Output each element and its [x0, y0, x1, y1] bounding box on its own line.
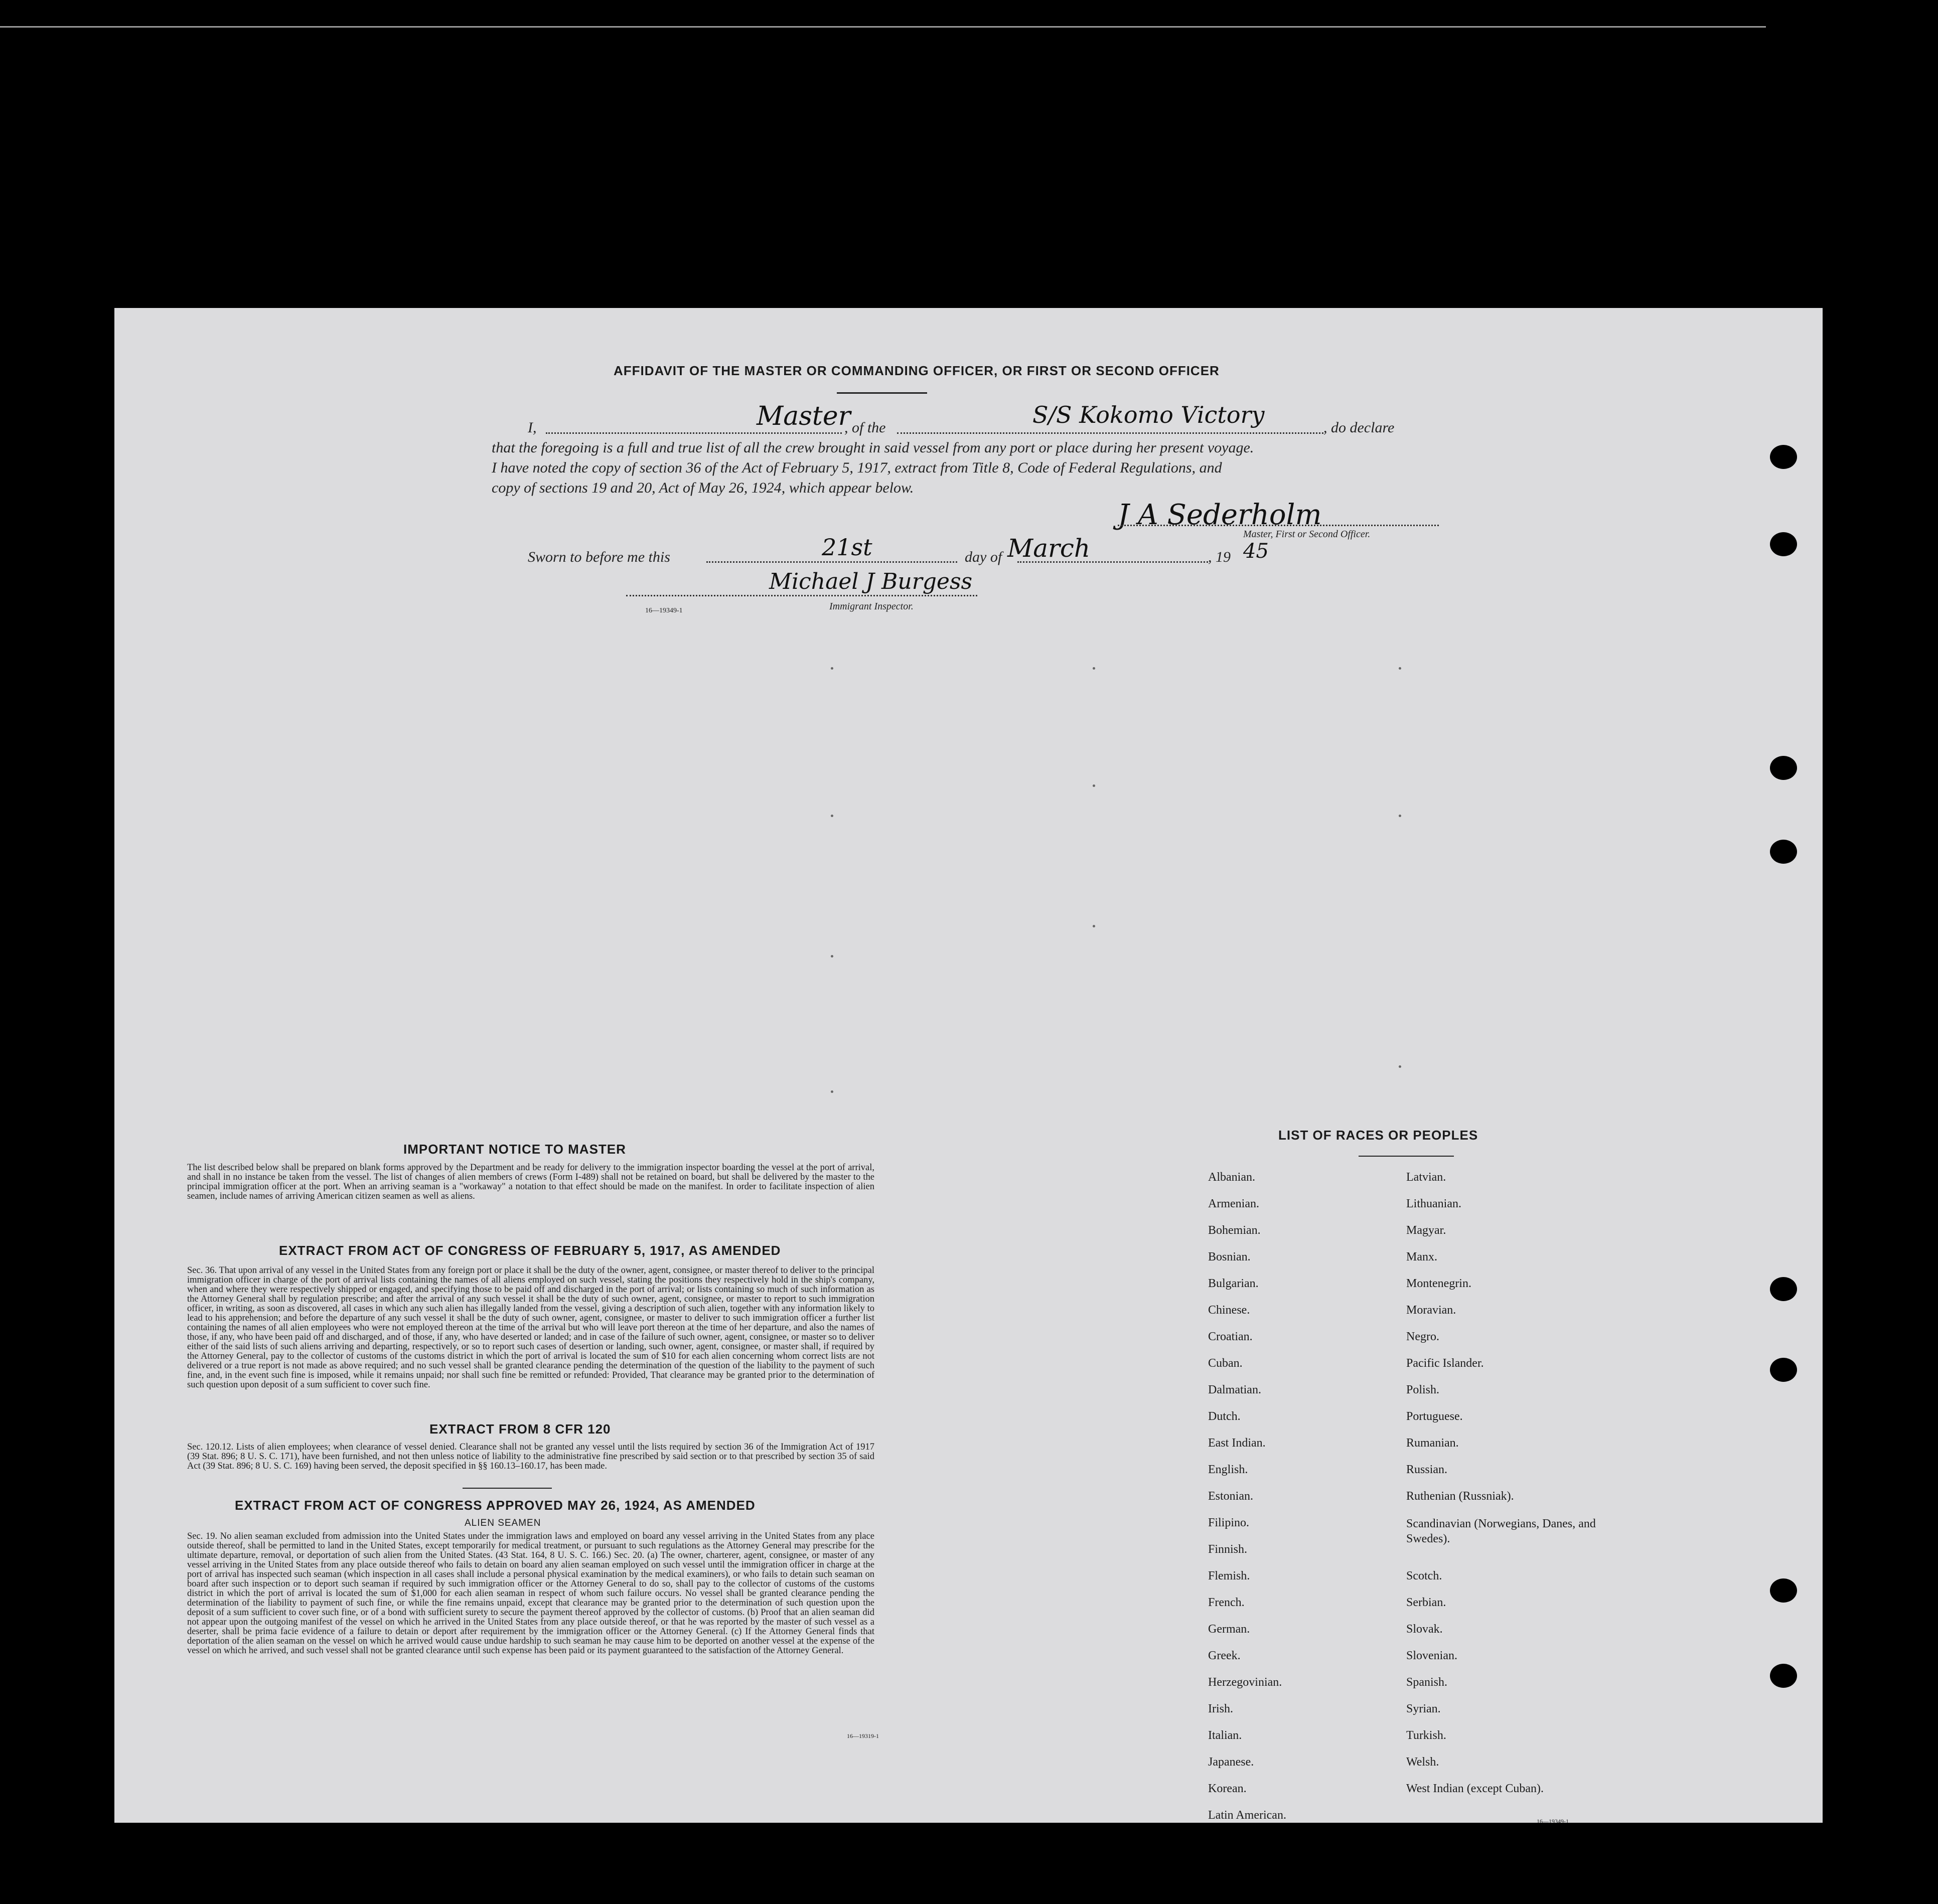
race-item: Manx. [1406, 1250, 1437, 1263]
form-number-right: 16—19349-1 [1537, 1818, 1569, 1823]
race-item: Finnish. [1208, 1543, 1248, 1556]
affidavit-declare: , do declare [1323, 419, 1395, 436]
affidavit-of-the: , of the [844, 419, 886, 436]
affidavit-line3: I have noted the copy of section 36 of the Act of February 5, 1917, extract from Title 8, Code of Federal Regulations, and [492, 459, 1222, 476]
punch-hole [1770, 1578, 1797, 1603]
race-item: Chinese. [1208, 1304, 1250, 1317]
sworn-year: 45 [1243, 540, 1269, 563]
vessel-dotted-line [897, 432, 1323, 434]
column-mark [831, 1090, 833, 1093]
race-item: Negro. [1406, 1330, 1439, 1343]
race-item: Dalmatian. [1208, 1383, 1261, 1396]
column-mark [1093, 784, 1095, 787]
race-item: Estonian. [1208, 1490, 1253, 1503]
master-handwritten: Master [757, 401, 851, 431]
race-item: French. [1208, 1596, 1245, 1609]
affidavit-line2: that the foregoing is a full and true list of all the crew brought in said vessel from any port or place during her present voyage. [492, 439, 1254, 456]
sworn-year-prefix: , 19 [1208, 549, 1231, 565]
races-rule [1359, 1156, 1454, 1157]
section-rule [463, 1488, 552, 1489]
race-item: Croatian. [1208, 1330, 1253, 1343]
extract-1917-title: EXTRACT FROM ACT OF CONGRESS OF FEBRUARY 5, 1917, AS AMENDED [279, 1243, 781, 1258]
sworn-day: 21st [822, 534, 872, 561]
signature-dotted-line [1118, 525, 1439, 526]
race-item: Bulgarian. [1208, 1277, 1259, 1290]
affidavit-line4: copy of sections 19 and 20, Act of May 26, 1924, which appear below. [492, 480, 914, 496]
extract-1917-text: Sec. 36. That upon arrival of any vessel in the United States from any foreign port or place it shall be the duty of the owner, agent, consignee, or master thereof to deliver to the principal immigration officer in charge of the port of arrival lists containing the names of all aliens employed on such vessel, stating the positions they respectively hold in the ship's company, when and where they were respectively shipped or engaged, and specifying those to be paid off and discharged in the port of arrival; or lists containing so much of such information as the Attorney General shall by regulation prescribe; and after the arrival of any such vessel it shall be the duty of such owner, agent, consignee, or master to report to such immigration officer, in writing, as soon as discovered, all cases in which any such alien has illegally landed from the vessel, giving a description of such alien, together with any information likely to lead to his apprehension; and before the departure of any such vessel it shall be the duty of such owner, agent, consignee, or master to deliver to such immigration officer a further list containing the names of all alien employees who were not employed thereon at the time of the arrival but who will leave port thereon at the time of her departure, and also the names of those, if any, who have been paid off and discharged, and of those, if any, who have deserted or landed; and in case of the failure of such owner, agent, consignee, or master so to deliver either of the said lists of such aliens arriving and departing, respectively, or so to report such cases of desertion or landing, such owner, agent, consignee, or master shall, if required by the Attorney General, pay to the collector of customs of the customs district in which the port of arrival is located the sum of $10 for each alien concerning whom correct lists are not delivered or a true report is not made as above required; and no such vessel shall be granted clearance pending the determination of the question of the liability to the payment of such fine, and, in the event such fine is imposed, while it remains unpaid; nor shall such fine be remitted or refunded: Provided, That clearance may be granted prior to the determination of such question upon deposit of a sum sufficient to cover such fine. [187, 1265, 874, 1390]
day-dotted-line [706, 561, 957, 563]
race-item: Dutch. [1208, 1410, 1241, 1423]
race-item: Greek. [1208, 1649, 1241, 1662]
race-item: Korean. [1208, 1782, 1247, 1795]
race-item: Montenegrin. [1406, 1277, 1471, 1290]
race-item: West Indian (except Cuban). [1406, 1782, 1544, 1795]
affidavit-line1-prefix: I, [528, 419, 537, 436]
race-item: Latvian. [1406, 1171, 1446, 1184]
column-mark [1399, 667, 1401, 670]
extract-cfr-text: Sec. 120.12. Lists of alien employees; when clearance of vessel denied. Clearance shall not be granted any vessel until the lists required by section 36 of the Immigration Act of 1917 (39 Stat. 896; 8 U. S. C. 171), have been furnished, and not then unless notice of liability to the administrative fine prescribed by said section or to that prescribed by section 35 of said Act (39 Stat. 896; 8 U. S. C. 169) having been served, the deposit specified in §§ 160.13–160.17, has been made. [187, 1442, 874, 1471]
column-mark [1093, 667, 1095, 670]
extract-1924-title: EXTRACT FROM ACT OF CONGRESS APPROVED MAY 26, 1924, AS AMENDED [235, 1498, 756, 1513]
race-item: English. [1208, 1463, 1248, 1476]
punch-hole [1770, 445, 1797, 469]
race-item: Lithuanian. [1406, 1197, 1461, 1210]
race-item: Latin American. [1208, 1809, 1286, 1822]
punch-hole [1770, 756, 1797, 780]
master-signature: J A Sederholm [1118, 499, 1322, 531]
race-item: Scandinavian (Norwegians, Danes, and Swedes). [1406, 1517, 1596, 1545]
punch-hole [1770, 1358, 1797, 1382]
race-item: Japanese. [1208, 1756, 1254, 1769]
punch-hole [1770, 1277, 1797, 1301]
title-rule [837, 392, 927, 394]
punch-hole [1770, 840, 1797, 864]
sworn-dayof: day of [965, 549, 1002, 565]
race-item: Rumanian. [1406, 1437, 1459, 1450]
column-mark [831, 815, 833, 817]
race-item: Bohemian. [1208, 1224, 1261, 1237]
race-item: Italian. [1208, 1729, 1242, 1742]
column-mark [1093, 925, 1095, 927]
race-item: Armenian. [1208, 1197, 1259, 1210]
sworn-month: March [1007, 534, 1091, 563]
race-item: Albanian. [1208, 1171, 1255, 1184]
column-mark [1399, 815, 1401, 817]
race-item: Herzegovinian. [1208, 1676, 1282, 1689]
race-item: Moravian. [1406, 1304, 1456, 1317]
race-item: Ruthenian (Russniak). [1406, 1490, 1514, 1503]
document-sheet [114, 308, 1823, 1823]
race-item: Spanish. [1406, 1676, 1448, 1689]
name-dotted-line [546, 432, 842, 434]
column-mark [1399, 1065, 1401, 1068]
punch-hole [1770, 1664, 1797, 1688]
race-item: Serbian. [1406, 1596, 1446, 1609]
extract-cfr-title: EXTRACT FROM 8 CFR 120 [429, 1421, 611, 1437]
race-item: East Indian. [1208, 1437, 1266, 1450]
races-title: LIST OF RACES OR PEOPLES [1278, 1128, 1478, 1143]
race-item: Russian. [1406, 1463, 1448, 1476]
punch-hole [1770, 532, 1797, 556]
signature-caption: Master, First or Second Officer. [1243, 529, 1371, 540]
race-item: Magyar. [1406, 1224, 1446, 1237]
race-item: Slovak. [1406, 1623, 1443, 1636]
race-item: Filipino. [1208, 1516, 1250, 1529]
affidavit-title: AFFIDAVIT OF THE MASTER OR COMMANDING OFFICER, OR FIRST OR SECOND OFFICER [614, 363, 1220, 378]
race-item: Slovenian. [1406, 1649, 1457, 1662]
sworn-prefix: Sworn to before me this [528, 549, 670, 565]
race-item: Scotch. [1406, 1569, 1442, 1582]
race-item: Welsh. [1406, 1756, 1439, 1769]
form-number-left: 16—19319-1 [847, 1732, 879, 1739]
race-item: German. [1208, 1623, 1250, 1636]
race-item: Bosnian. [1208, 1250, 1251, 1263]
column-mark [831, 667, 833, 670]
race-item: Irish. [1208, 1702, 1233, 1715]
extract-1924-text: Sec. 19. No alien seaman excluded from admission into the United States under the immigration laws and employed on board any vessel arriving in the United States from any place outside thereof, shall be permitted to land in the United States, except temporarily for medical treatment, or pursuant to such regulations as the Attorney General may prescribe for the ultimate departure, removal, or deportation of such alien from the United States. (43 Stat. 164, 8 U. S. C. 166.) Sec. 20. (a) The owner, charterer, agent, consignee, or master of any vessel arriving in the United States from any place outside thereof who fails to detain on board any alien seaman employed on such vessel until the immigration officer in charge at the port of arrival has inspected such seaman (which inspection in all cases shall include a personal physical examination by the medical examiners), or who fails to detain such seaman on board after such inspection or to deport such seaman if required by such immigration officer or the Attorney General to do so, shall pay to the collector of customs of the customs district in which the port of arrival is located the sum of $1,000 for each alien seaman in respect of whom such failure occurs. No vessel shall be granted clearance pending the determination of the liability to payment of such fine, or while the fine remains unpaid, except that clearance may be granted prior to the determination of such question upon the deposit of a sum sufficient to cover such fine, or of a bond with sufficient surety to secure the payment thereof approved by the collector of customs. (b) Proof that an alien seaman did not appear upon the outgoing manifest of the vessel on which he arrived in the United States from any place outside thereof, or that he was reported by the master of such vessel as a deserter, shall be prima facie evidence of a failure to detain or deport after requirement by the immigration officer or the Attorney General. (c) If the Attorney General finds that deportation of the alien seaman on the vessel on which he arrived would cause undue hardship to such seaman he may cause him to be deported on another vessel at the expense of the vessel on which he arrived, and such vessel shall not be granted clearance until such expense has been paid or its payment guaranteed to the satisfaction of the Attorney General. [187, 1531, 874, 1656]
race-item: Flemish. [1208, 1569, 1250, 1582]
race-item: Pacific Islander. [1406, 1357, 1484, 1370]
vessel-handwritten: S/S Kokomo Victory [1032, 401, 1265, 428]
race-item: Polish. [1406, 1383, 1440, 1396]
notice-title: IMPORTANT NOTICE TO MASTER [403, 1142, 626, 1157]
inspector-dotted-line [626, 595, 977, 596]
scan-edge-line [0, 26, 1766, 28]
race-item: Cuban. [1208, 1357, 1243, 1370]
inspector-signature: Michael J Burgess [769, 569, 973, 594]
inspector-caption: Immigrant Inspector. [829, 601, 914, 612]
race-item: Syrian. [1406, 1702, 1441, 1715]
notice-text: The list described below shall be prepared on blank forms approved by the Department and be ready for delivery to the immigration inspector boarding the vessel at the port of arrival, and shall in no instance be taken from the vessel. The list of changes of alien members of crews (Form I-489) shall not be retained on board, but shall be delivered by the master to the principal immigration officer at the port. When an arriving seaman is a "workaway" a notation to that effect should be made on the manifest. In order to facilitate inspection of alien seamen, include names of arriving American citizen seamen as well as aliens. [187, 1163, 874, 1201]
extract-1924-subtitle: ALIEN SEAMEN [465, 1518, 541, 1528]
race-item: Turkish. [1406, 1729, 1446, 1742]
form-number-top: 16—19349-1 [645, 607, 683, 614]
race-item: Portuguese. [1406, 1410, 1463, 1423]
column-mark [831, 955, 833, 958]
